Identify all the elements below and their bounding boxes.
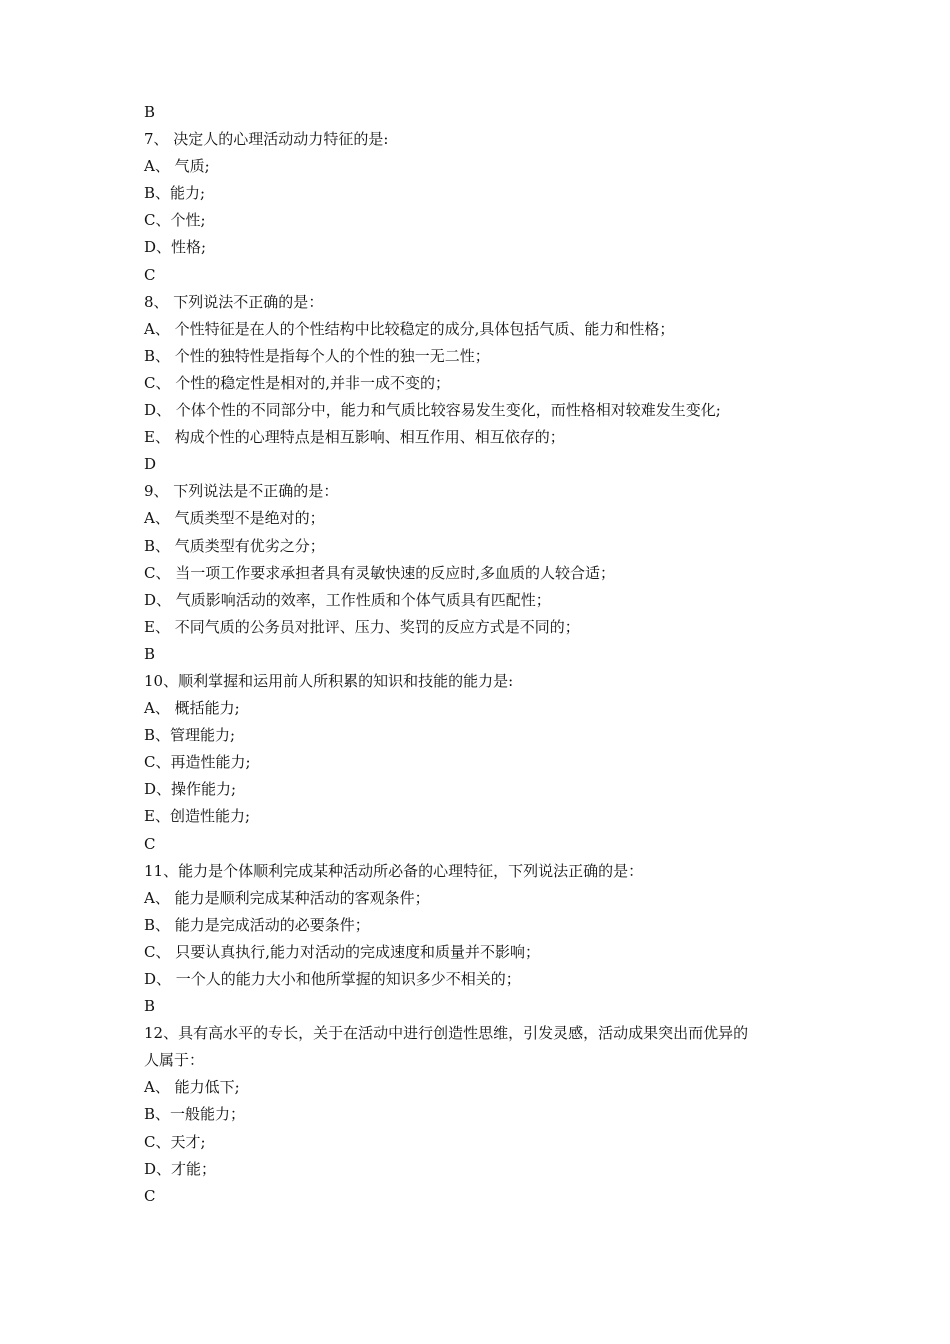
answer-line: D xyxy=(144,455,157,474)
answer-line: C xyxy=(144,834,156,853)
answer-line: B xyxy=(144,644,156,663)
option-line: E、 构成个性的心理特点是相互影响、相互作用、相互依存的； xyxy=(144,428,565,447)
option-line: B、管理能力; xyxy=(144,726,236,745)
option-line: B、能力; xyxy=(144,184,206,203)
question-8: 8、 下列说法不正确的是： xyxy=(144,292,324,311)
option-line: C、个性; xyxy=(144,211,206,230)
option-line: B、一般能力； xyxy=(144,1105,246,1124)
option-line: D、 气质影响活动的效率，工作性质和个体气质具有匹配性； xyxy=(144,590,551,609)
option-line: D、 一个人的能力大小和他所掌握的知识多少不相关的； xyxy=(144,970,521,988)
option-line: D、性格; xyxy=(144,238,207,257)
answer-line: C xyxy=(144,265,156,284)
option-line: C、 只要认真执行,能力对活动的完成速度和质量并不影响； xyxy=(144,942,541,961)
option-line: B、 能力是完成活动的必要条件； xyxy=(144,915,370,934)
option-line: B、 气质类型有优劣之分； xyxy=(144,536,325,555)
option-line: D、才能； xyxy=(144,1159,217,1178)
option-line: D、操作能力; xyxy=(144,780,237,799)
question-10: 10、顺利掌握和运用前人所积累的知识和技能的能力是: xyxy=(144,671,514,690)
document-page xyxy=(144,99,824,1210)
answer-line: B xyxy=(144,103,156,121)
option-line: A、 气质类型不是绝对的； xyxy=(144,509,325,528)
answer-line: B xyxy=(144,997,156,1016)
option-line: D、 个体个性的不同部分中，能力和气质比较容易发生变化，而性格相对较难发生变化; xyxy=(144,401,721,420)
question-7: 7、 决定人的心理活动动力特征的是: xyxy=(144,130,389,149)
option-line: C、 个性的稳定性是相对的,并非一成不变的； xyxy=(144,373,451,392)
option-line: C、天才; xyxy=(144,1132,206,1151)
option-line: A、 概括能力; xyxy=(144,699,240,718)
question-12: 12、具有高水平的专长，关于在活动中进行创造性思维，引发灵感，活动成果突出而优异的 xyxy=(144,1024,749,1043)
option-line: A、 气质; xyxy=(144,157,210,176)
option-line: C、再造性能力; xyxy=(144,753,251,772)
option-line: A、 能力是顺利完成某种活动的客观条件； xyxy=(144,888,430,907)
option-line: A、 个性特征是在人的个性结构中比较稳定的成分,具体包括气质、能力和性格； xyxy=(144,319,675,338)
question-9: 9、 下列说法是不正确的是： xyxy=(144,482,339,501)
option-line: C、 当一项工作要求承担者具有灵敏快速的反应时,多血质的人较合适； xyxy=(144,563,616,582)
option-line: A、 能力低下; xyxy=(144,1078,240,1097)
question-12-continued: 人属于： xyxy=(144,1051,205,1070)
question-11: 11、能力是个体顺利完成某种活动所必备的心理特征，下列说法正确的是： xyxy=(144,861,644,880)
option-line: B、 个性的独特性是指每个人的个性的独一无二性； xyxy=(144,346,490,365)
option-line: E、创造性能力; xyxy=(144,807,251,826)
answer-line: C xyxy=(144,1186,156,1205)
option-line: E、 不同气质的公务员对批评、压力、奖罚的反应方式是不同的； xyxy=(144,617,580,636)
